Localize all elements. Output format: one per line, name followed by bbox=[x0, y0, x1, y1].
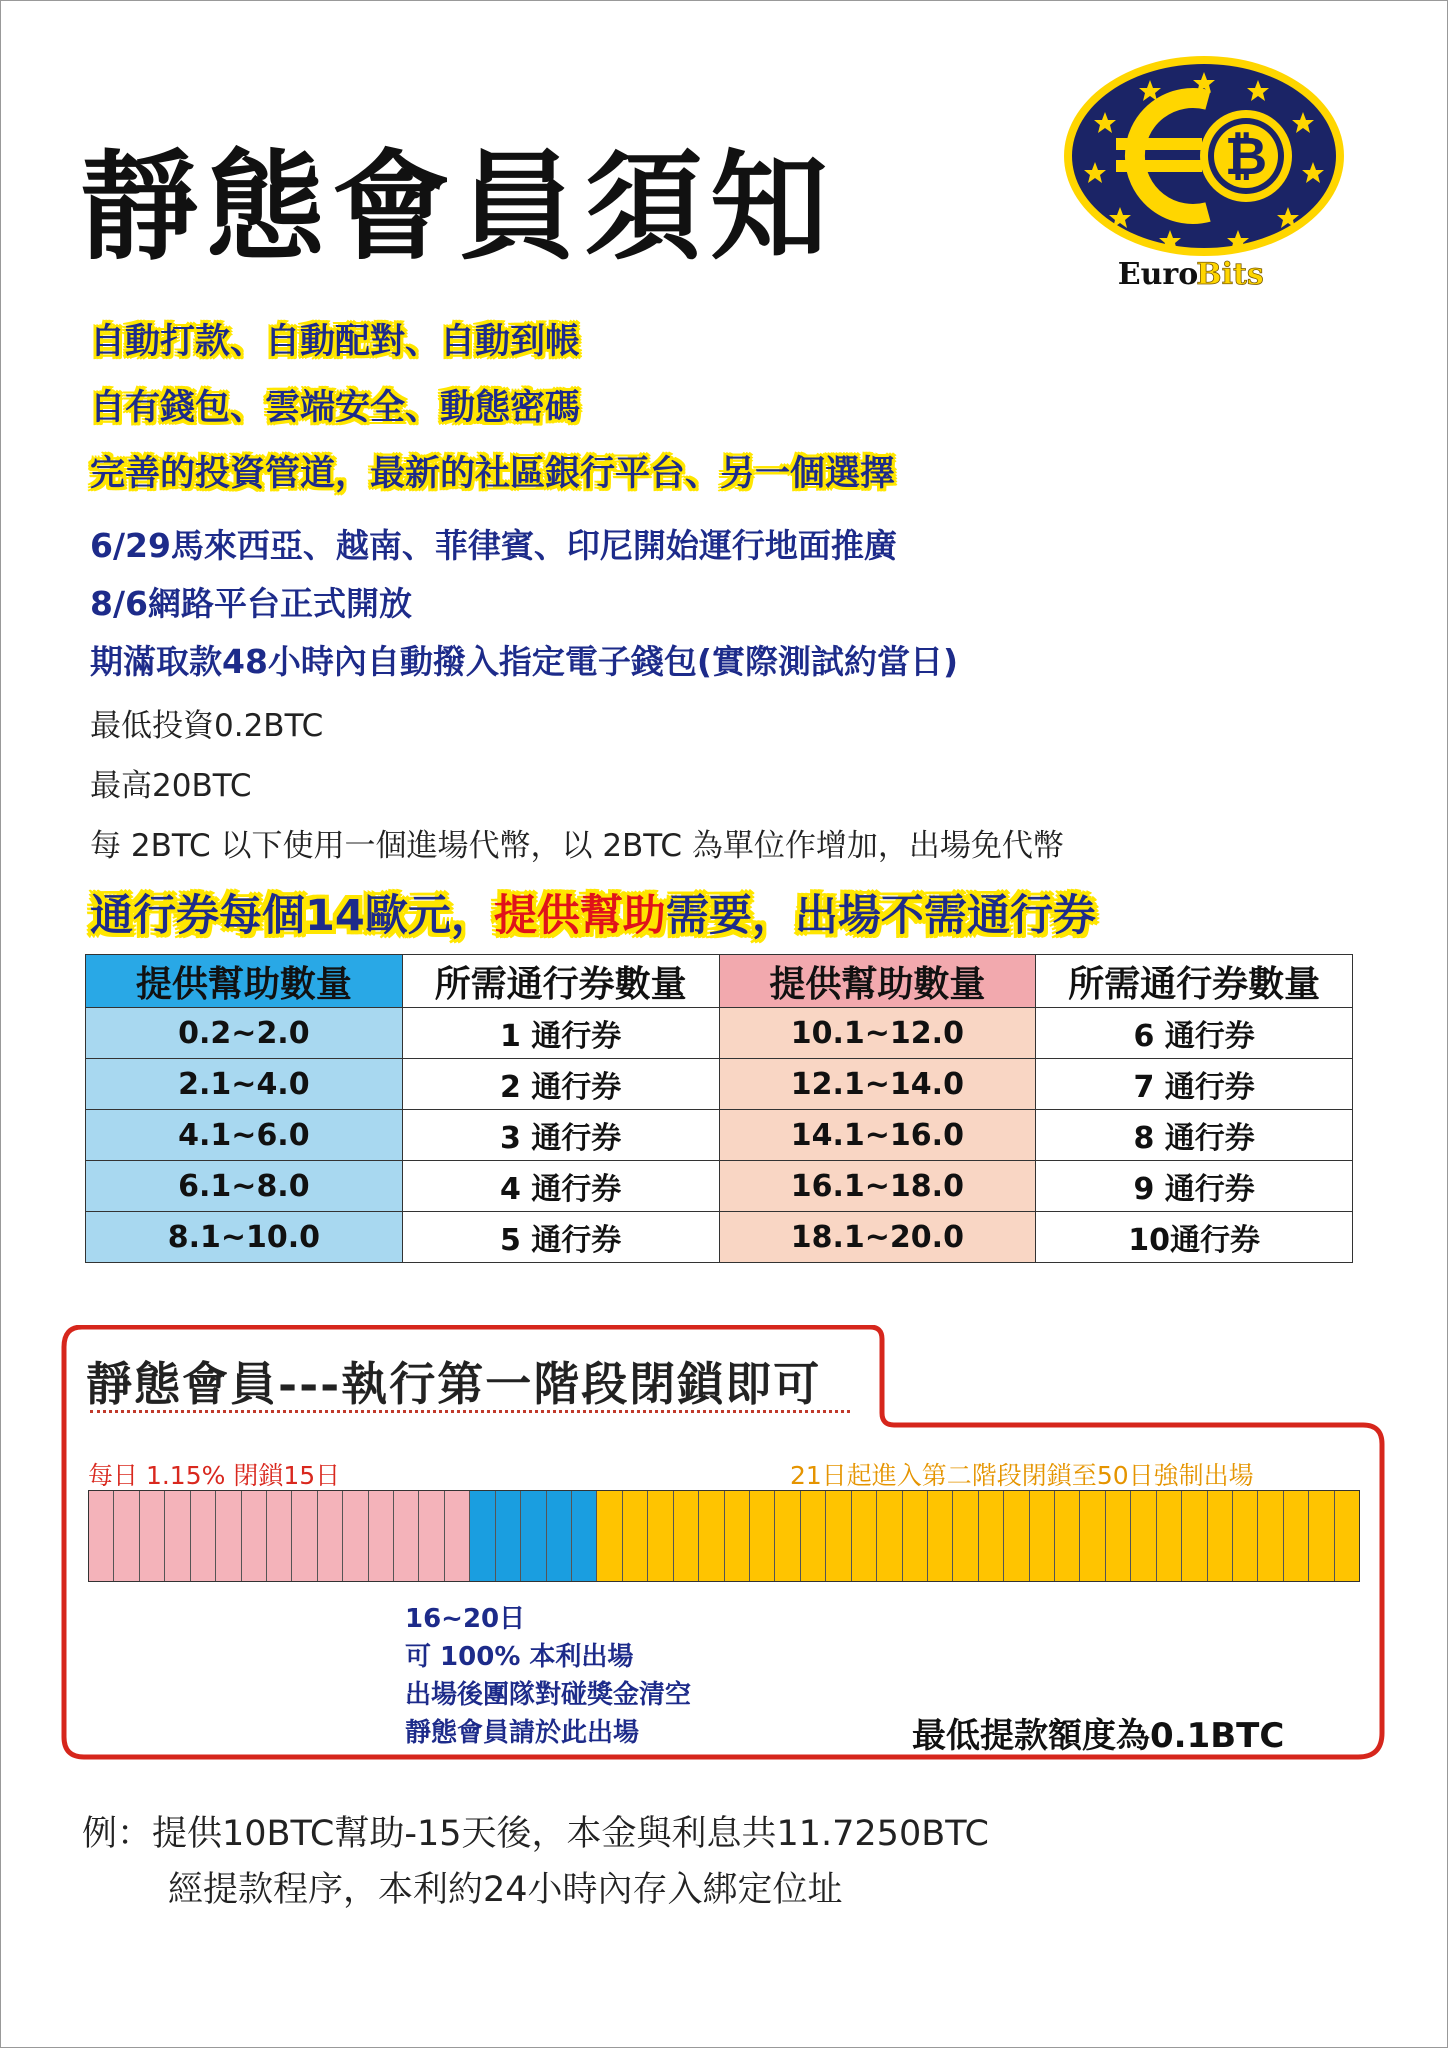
schedule-line-3: 期滿取款48小時內自動撥入指定電子錢包(實際測試約當日) bbox=[90, 642, 959, 681]
table-header: 提供幫助數量 bbox=[719, 955, 1036, 1008]
timeline-day-cell bbox=[775, 1491, 800, 1581]
exit-window-note-1: 可 100% 本利出場 bbox=[405, 1642, 634, 1672]
logo-word-euro: Euro bbox=[1117, 257, 1199, 292]
timeline-day-cell bbox=[216, 1491, 241, 1581]
timeline-day-cell bbox=[89, 1491, 114, 1581]
exit-window-days: 16~20日 bbox=[405, 1604, 526, 1634]
exit-window-note-2: 出場後團隊對碰獎金清空 bbox=[405, 1680, 692, 1710]
timeline-day-cell bbox=[674, 1491, 699, 1581]
timeline-day-cell bbox=[292, 1491, 317, 1581]
exit-window-note-3: 靜態會員請於此出場 bbox=[405, 1718, 640, 1748]
pass-notice-part3: 需要，出場不需通行券 bbox=[665, 891, 1096, 941]
timeline-day-cell bbox=[877, 1491, 902, 1581]
table-header: 所需通行券數量 bbox=[1036, 955, 1353, 1008]
timeline-day-cell bbox=[191, 1491, 216, 1581]
timeline-day-cell bbox=[1157, 1491, 1182, 1581]
example-line-2: 經提款程序，本利約24小時內存入綁定位址 bbox=[168, 1870, 843, 1910]
table-cell: 18.1~20.0 bbox=[719, 1212, 1036, 1263]
table-cell: 9 通行券 bbox=[1036, 1161, 1353, 1212]
timeline-day-cell bbox=[1335, 1491, 1359, 1581]
timeline-day-cell bbox=[1208, 1491, 1233, 1581]
table-header-row bbox=[86, 955, 1353, 1008]
timeline-day-cell bbox=[597, 1491, 622, 1581]
timeline-day-cell bbox=[1055, 1491, 1080, 1581]
timeline-day-cell bbox=[1004, 1491, 1029, 1581]
lock-timeline-bar bbox=[88, 1490, 1360, 1582]
table-cell: 10通行券 bbox=[1036, 1212, 1353, 1263]
dotted-divider bbox=[90, 1410, 850, 1413]
timeline-day-cell bbox=[419, 1491, 444, 1581]
table-cell: 8 通行券 bbox=[1036, 1110, 1353, 1161]
rule-min-investment: 最低投資0.2BTC bbox=[90, 708, 324, 744]
table-cell: 10.1~12.0 bbox=[719, 1008, 1036, 1059]
pass-notice-highlight: 提供幫助 bbox=[493, 891, 666, 941]
timeline-day-cell bbox=[750, 1491, 775, 1581]
table-cell: 3 通行券 bbox=[402, 1110, 719, 1161]
schedule-line-1: 6/29馬來西亞、越南、菲律賓、印尼開始運行地面推廣 bbox=[90, 526, 897, 565]
timeline-day-cell bbox=[648, 1491, 673, 1581]
table-cell: 6 通行券 bbox=[1036, 1008, 1353, 1059]
highlight-line-2: 自有錢包、雲端安全、動態密碼 bbox=[90, 388, 581, 428]
timeline-day-cell bbox=[1080, 1491, 1105, 1581]
timeline-day-cell bbox=[1309, 1491, 1334, 1581]
table-cell: 2.1~4.0 bbox=[86, 1059, 403, 1110]
highlight-line-3: 完善的投資管道，最新的社區銀行平台、另一個選擇 bbox=[90, 454, 896, 494]
eurobits-logo bbox=[1058, 52, 1350, 292]
timeline-day-cell bbox=[1258, 1491, 1283, 1581]
table-cell: 2 通行券 bbox=[402, 1059, 719, 1110]
timeline-day-cell bbox=[369, 1491, 394, 1581]
highlight-line-1: 自動打款、自動配對、自動到帳 bbox=[90, 322, 581, 362]
timeline-day-cell bbox=[953, 1491, 978, 1581]
table-cell: 12.1~14.0 bbox=[719, 1059, 1036, 1110]
table-row bbox=[86, 1212, 1353, 1263]
timeline-day-cell bbox=[114, 1491, 139, 1581]
table-cell: 8.1~10.0 bbox=[86, 1212, 403, 1263]
timeline-day-cell bbox=[547, 1491, 572, 1581]
phase-two-label: 21日起進入第二階段閉鎖至50日強制出場 bbox=[790, 1461, 1254, 1490]
timeline-day-cell bbox=[852, 1491, 877, 1581]
page-title: 靜態會員須知 bbox=[80, 138, 837, 276]
timeline-day-cell bbox=[979, 1491, 1004, 1581]
timeline-day-cell bbox=[903, 1491, 928, 1581]
timeline-day-cell bbox=[801, 1491, 826, 1581]
timeline-day-cell bbox=[343, 1491, 368, 1581]
schedule-line-2: 8/6網路平台正式開放 bbox=[90, 584, 412, 623]
table-header: 提供幫助數量 bbox=[86, 955, 403, 1008]
timeline-day-cell bbox=[470, 1491, 495, 1581]
timeline-day-cell bbox=[826, 1491, 851, 1581]
timeline-day-cell bbox=[1131, 1491, 1156, 1581]
timeline-day-cell bbox=[1182, 1491, 1207, 1581]
table-row bbox=[86, 1161, 1353, 1212]
table-cell: 16.1~18.0 bbox=[719, 1161, 1036, 1212]
timeline-day-cell bbox=[318, 1491, 343, 1581]
timeline-day-cell bbox=[1030, 1491, 1055, 1581]
timeline-day-cell bbox=[242, 1491, 267, 1581]
phase-one-label: 每日 1.15% 閉鎖15日 bbox=[88, 1461, 341, 1490]
table-cell: 14.1~16.0 bbox=[719, 1110, 1036, 1161]
table-cell: 4 通行券 bbox=[402, 1161, 719, 1212]
table-row bbox=[86, 1110, 1353, 1161]
timeline-day-cell bbox=[623, 1491, 648, 1581]
table-row bbox=[86, 1059, 1353, 1110]
pass-notice-part1: 通行券每個14歐元， bbox=[90, 891, 494, 941]
timeline-day-cell bbox=[1233, 1491, 1258, 1581]
table-cell: 1 通行券 bbox=[402, 1008, 719, 1059]
rule-max-investment: 最高20BTC bbox=[90, 768, 252, 804]
table-cell: 4.1~6.0 bbox=[86, 1110, 403, 1161]
pass-notice bbox=[90, 882, 1096, 943]
rule-token-usage: 每 2BTC 以下使用一個進場代幣，以 2BTC 為單位作增加，出場免代幣 bbox=[90, 828, 1064, 864]
timeline-day-cell bbox=[496, 1491, 521, 1581]
timeline-day-cell bbox=[445, 1491, 470, 1581]
table-row bbox=[86, 1008, 1353, 1059]
timeline-day-cell bbox=[725, 1491, 750, 1581]
pass-tier-table bbox=[85, 954, 1353, 1263]
timeline-day-cell bbox=[521, 1491, 546, 1581]
timeline-day-cell bbox=[699, 1491, 724, 1581]
table-cell: 6.1~8.0 bbox=[86, 1161, 403, 1212]
example-line-1: 例：提供10BTC幫助-15天後，本金與利息共11.7250BTC bbox=[82, 1814, 989, 1854]
svg-text:₿: ₿ bbox=[1224, 127, 1268, 187]
table-header: 所需通行券數量 bbox=[402, 955, 719, 1008]
logo-word-bits: Bits bbox=[1196, 257, 1264, 292]
timeline-day-cell bbox=[572, 1491, 597, 1581]
timeline-day-cell bbox=[165, 1491, 190, 1581]
timeline-day-cell bbox=[1106, 1491, 1131, 1581]
timeline-day-cell bbox=[140, 1491, 165, 1581]
table-cell: 7 通行券 bbox=[1036, 1059, 1353, 1110]
timeline-day-cell bbox=[267, 1491, 292, 1581]
timeline-day-cell bbox=[394, 1491, 419, 1581]
timeline-day-cell bbox=[928, 1491, 953, 1581]
timeline-day-cell bbox=[1284, 1491, 1309, 1581]
table-cell: 0.2~2.0 bbox=[86, 1008, 403, 1059]
lockup-panel-title: 靜態會員---執行第一階段閉鎖即可 bbox=[86, 1357, 822, 1411]
min-withdrawal: 最低提款額度為0.1BTC bbox=[912, 1716, 1285, 1756]
table-cell: 5 通行券 bbox=[402, 1212, 719, 1263]
